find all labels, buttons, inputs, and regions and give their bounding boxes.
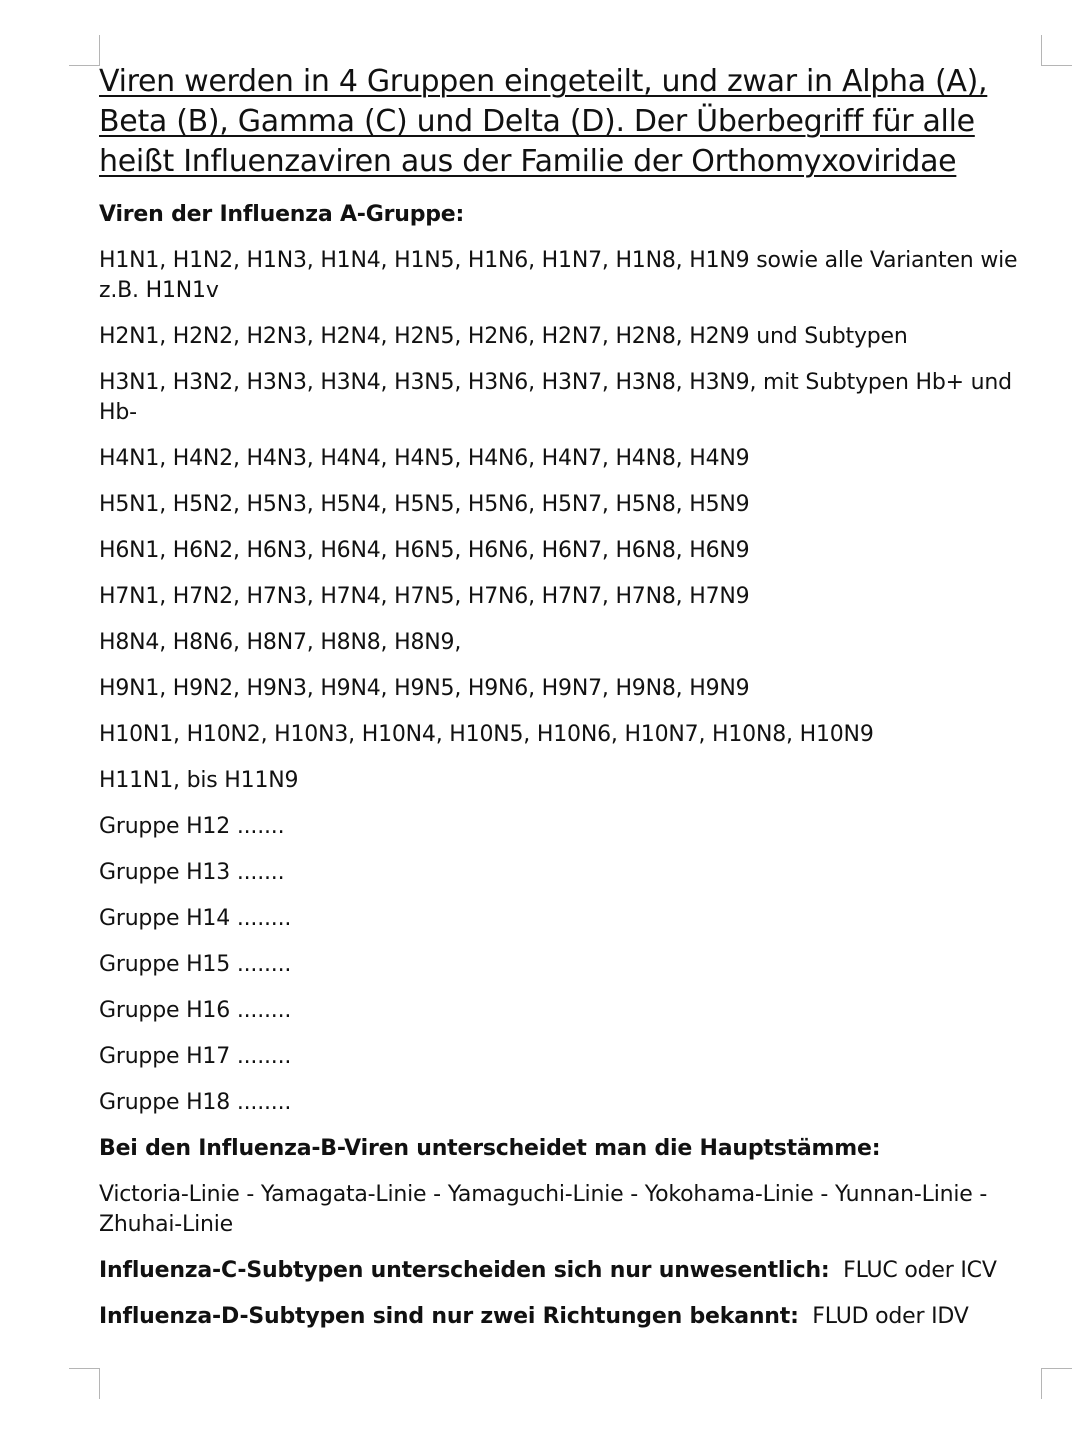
page-corner-mark-top-right <box>1041 35 1072 66</box>
list-item: H4N1, H4N2, H4N3, H4N4, H4N5, H4N6, H4N7, H4N8, H4N9 <box>99 446 750 471</box>
document-title: Viren werden in 4 Gruppen eingeteilt, und zwar in Alpha (A), Beta (B), Gamma (C) und Delta (D). Der Überbegriff für alle heißt Influenzaviren aus der Familie der Orthomyxoviridae <box>99 64 988 179</box>
list-item: H3N1, H3N2, H3N3, H3N4, H3N5, H3N6, H3N7, H3N8, H3N9, mit Subtypen Hb+ und Hb- <box>99 370 1012 425</box>
section-a-list <box>99 246 1044 1118</box>
section-b-text: Victoria-Linie - Yamagata-Linie - Yamaguchi-Linie - Yokohama-Linie - Yunnan-Linie - Zhuhai-Linie <box>99 1182 988 1237</box>
page-corner-mark-bottom-right <box>1041 1368 1072 1399</box>
list-item: Gruppe H16 ........ <box>99 998 292 1023</box>
section-d-paragraph <box>99 1302 1044 1332</box>
section-b-heading: Bei den Influenza-B-Viren unterscheidet man die Hauptstämme: <box>99 1136 881 1161</box>
list-item: H5N1, H5N2, H5N3, H5N4, H5N5, H5N6, H5N7, H5N8, H5N9 <box>99 492 750 517</box>
list-item: H11N1, bis H11N9 <box>99 768 299 793</box>
list-item: Gruppe H18 ........ <box>99 1090 292 1115</box>
page-corner-mark-bottom-left <box>69 1368 100 1399</box>
section-c-heading: Influenza-C-Subtypen unterscheiden sich nur unwesentlich: <box>99 1258 830 1283</box>
list-item: Gruppe H14 ........ <box>99 906 292 931</box>
list-item: H9N1, H9N2, H9N3, H9N4, H9N5, H9N6, H9N7, H9N8, H9N9 <box>99 676 750 701</box>
section-d-text: FLUD oder IDV <box>812 1304 969 1329</box>
section-c-text: FLUC oder ICV <box>843 1258 997 1283</box>
section-c-paragraph <box>99 1256 1044 1286</box>
list-item: Gruppe H17 ........ <box>99 1044 292 1069</box>
page-corner-mark-top-left <box>69 35 100 66</box>
list-item: Gruppe H13 ....... <box>99 860 285 885</box>
document-page <box>99 62 1044 1348</box>
list-item: H2N1, H2N2, H2N3, H2N4, H2N5, H2N6, H2N7, H2N8, H2N9 und Subtypen <box>99 324 908 349</box>
list-item: H10N1, H10N2, H10N3, H10N4, H10N5, H10N6, H10N7, H10N8, H10N9 <box>99 722 874 747</box>
list-item: Gruppe H12 ....... <box>99 814 285 839</box>
section-a-heading: Viren der Influenza A-Gruppe: <box>99 202 465 227</box>
list-item: H8N4, H8N6, H8N7, H8N8, H8N9, <box>99 630 462 655</box>
list-item: H7N1, H7N2, H7N3, H7N4, H7N5, H7N6, H7N7, H7N8, H7N9 <box>99 584 750 609</box>
list-item: Gruppe H15 ........ <box>99 952 292 977</box>
list-item: H1N1, H1N2, H1N3, H1N4, H1N5, H1N6, H1N7, H1N8, H1N9 sowie alle Varianten wie z.B. H1N1v <box>99 248 1018 303</box>
section-d-heading: Influenza-D-Subtypen sind nur zwei Richtungen bekannt: <box>99 1304 799 1329</box>
list-item: H6N1, H6N2, H6N3, H6N4, H6N5, H6N6, H6N7, H6N8, H6N9 <box>99 538 750 563</box>
